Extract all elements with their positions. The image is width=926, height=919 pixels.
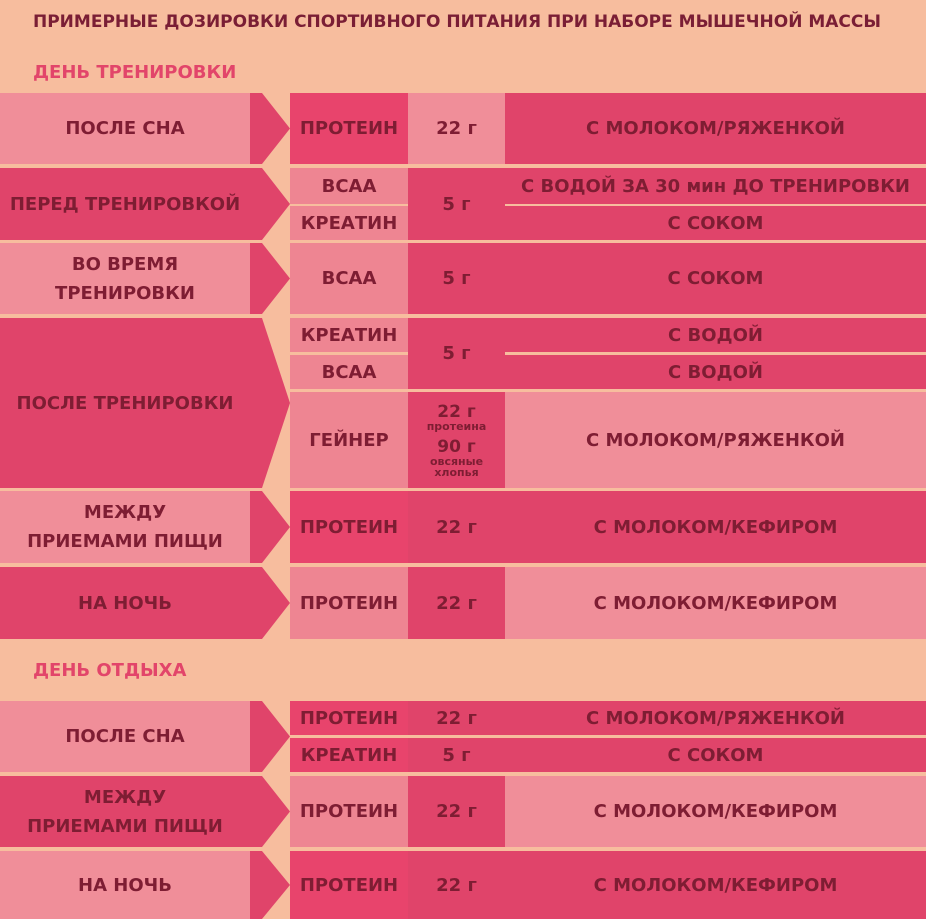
dose: 22 г bbox=[408, 701, 505, 735]
time-label: ВО ВРЕМЯ ТРЕНИРОВКИ bbox=[0, 243, 250, 314]
table-row bbox=[0, 701, 926, 772]
product: КРЕАТИН bbox=[290, 318, 408, 352]
page-title: ПРИМЕРНЫЕ ДОЗИРОВКИ СПОРТИВНОГО ПИТАНИЯ ПРИ НАБОРЕ МЫШЕЧНОЙ МАССЫ bbox=[33, 12, 881, 32]
note: С МОЛОКОМ/КЕФИРОМ bbox=[505, 567, 926, 639]
note: С ВОДОЙ bbox=[505, 318, 926, 352]
dose: 5 г bbox=[408, 243, 505, 314]
arrow-icon bbox=[250, 491, 290, 563]
arrow-icon bbox=[250, 93, 290, 164]
product: ПРОТЕИН bbox=[290, 491, 408, 563]
time-label: ПОСЛЕ ТРЕНИРОВКИ bbox=[0, 318, 250, 488]
time-label: ПЕРЕД ТРЕНИРОВКОЙ bbox=[0, 168, 250, 240]
note: С МОЛОКОМ/КЕФИРОМ bbox=[505, 776, 926, 847]
table-row bbox=[0, 318, 926, 488]
time-label: НА НОЧЬ bbox=[0, 567, 250, 639]
dose: 22 г bbox=[408, 776, 505, 847]
product: КРЕАТИН bbox=[290, 206, 408, 240]
table-row bbox=[0, 776, 926, 847]
product: ПРОТЕИН bbox=[290, 701, 408, 735]
note: С ВОДОЙ bbox=[505, 355, 926, 389]
arrow-icon bbox=[250, 851, 290, 919]
section-rest-day: ДЕНЬ ОТДЫХА bbox=[33, 660, 187, 681]
note: С СОКОМ bbox=[505, 243, 926, 314]
product: BCAA bbox=[290, 243, 408, 314]
arrow-icon bbox=[250, 701, 290, 772]
product: ПРОТЕИН bbox=[290, 776, 408, 847]
time-label: МЕЖДУ ПРИЕМАМИ ПИЩИ bbox=[0, 491, 250, 563]
dose: 5 г bbox=[408, 318, 505, 389]
time-label: ПОСЛЕ СНА bbox=[0, 701, 250, 772]
table-row bbox=[0, 168, 926, 240]
note: С МОЛОКОМ/КЕФИРОМ bbox=[505, 491, 926, 563]
section-training-day: ДЕНЬ ТРЕНИРОВКИ bbox=[33, 62, 237, 83]
product: ПРОТЕИН bbox=[290, 93, 408, 164]
product: BCAA bbox=[290, 355, 408, 389]
note: С СОКОМ bbox=[505, 206, 926, 240]
product: ПРОТЕИН bbox=[290, 851, 408, 919]
arrow-icon bbox=[250, 243, 290, 314]
arrow-icon bbox=[250, 168, 290, 240]
dose: 22 г bbox=[408, 93, 505, 164]
dose: 22 г bbox=[408, 851, 505, 919]
product: ГЕЙНЕР bbox=[290, 392, 408, 488]
product: BCAA bbox=[290, 168, 408, 204]
table-row bbox=[0, 491, 926, 563]
arrow-icon bbox=[250, 567, 290, 639]
table-row bbox=[0, 567, 926, 639]
dose: 5 г bbox=[408, 168, 505, 240]
product: КРЕАТИН bbox=[290, 738, 408, 772]
time-label: МЕЖДУ ПРИЕМАМИ ПИЩИ bbox=[0, 776, 250, 847]
note: С ВОДОЙ ЗА 30 мин ДО ТРЕНИРОВКИ bbox=[505, 168, 926, 204]
product: ПРОТЕИН bbox=[290, 567, 408, 639]
dose: 5 г bbox=[408, 738, 505, 772]
time-label: НА НОЧЬ bbox=[0, 851, 250, 919]
table-row bbox=[0, 243, 926, 314]
note: С МОЛОКОМ/РЯЖЕНКОЙ bbox=[505, 701, 926, 735]
table-row bbox=[0, 93, 926, 164]
arrow-icon bbox=[250, 318, 290, 488]
note: С МОЛОКОМ/РЯЖЕНКОЙ bbox=[505, 93, 926, 164]
table-row bbox=[0, 851, 926, 919]
arrow-icon bbox=[250, 776, 290, 847]
note: С МОЛОКОМ/КЕФИРОМ bbox=[505, 851, 926, 919]
dose: 22 г bbox=[408, 491, 505, 563]
dose-gainer: 22 г протеина 90 г овсяные хлопья bbox=[408, 392, 505, 488]
time-label: ПОСЛЕ СНА bbox=[0, 93, 250, 164]
note: С СОКОМ bbox=[505, 738, 926, 772]
note: С МОЛОКОМ/РЯЖЕНКОЙ bbox=[505, 392, 926, 488]
dose: 22 г bbox=[408, 567, 505, 639]
